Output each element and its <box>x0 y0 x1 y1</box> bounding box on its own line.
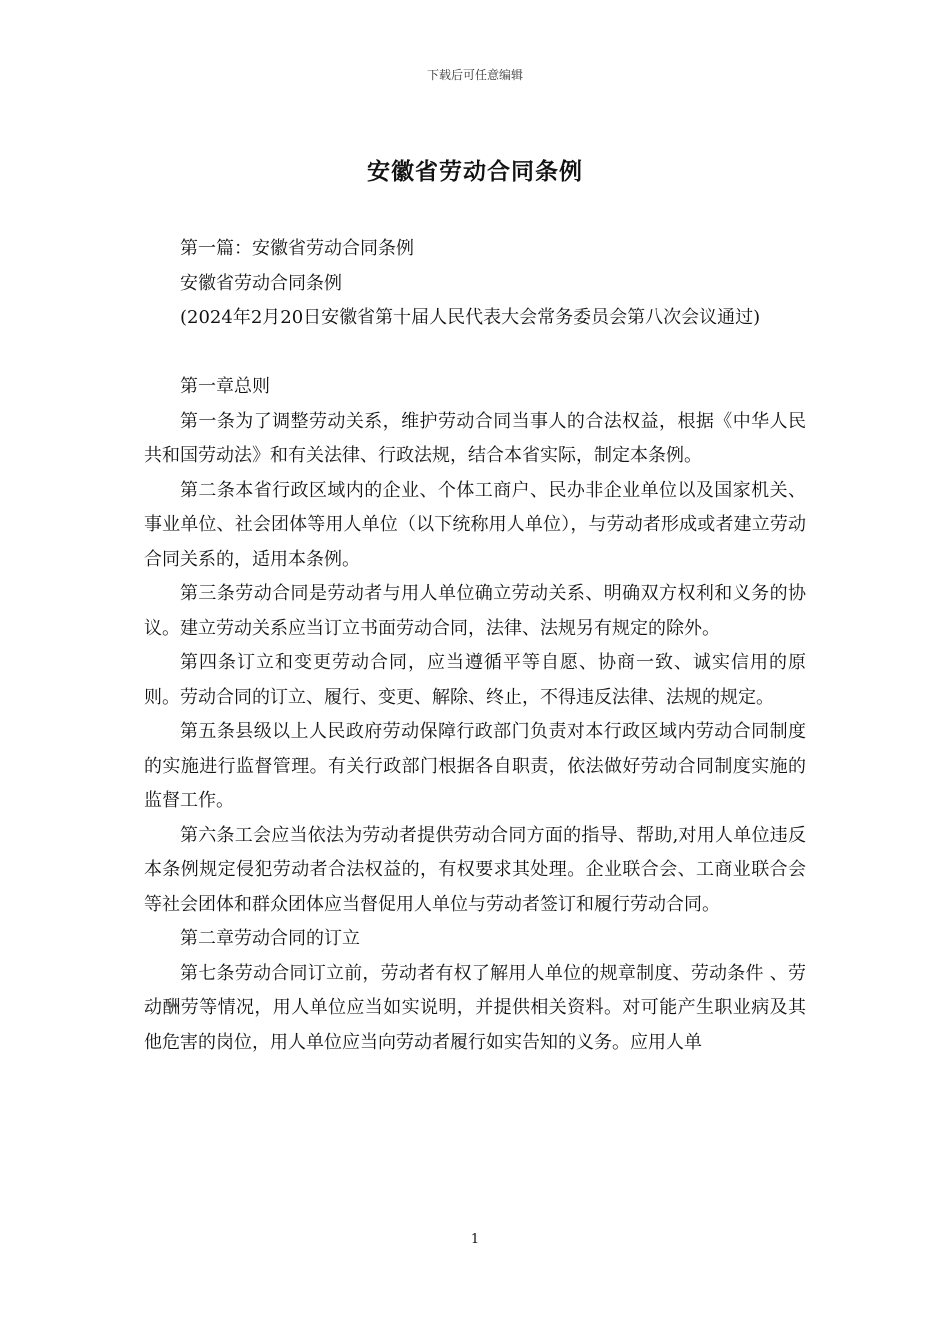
paragraph: 第六条工会应当依法为劳动者提供劳动合同方面的指导、帮助,对用人单位违反本条例规定侵犯劳动者合法权益的，有权要求其处理。企业联合会、工商业联合会等社会团体和群众团体应当督促用人单位与劳动者签订和履行劳动合同。 <box>144 824 806 915</box>
document-body <box>144 232 806 1060</box>
blank-line <box>144 336 806 371</box>
paragraph: (2024年2月20日安徽省第十届人民代表大会常务委员会第八次会议通过) <box>180 307 761 328</box>
document-title: 安徽省劳动合同条例 <box>367 158 583 185</box>
paragraph: 第一篇：安徽省劳动合同条例 <box>180 238 414 259</box>
chapter-heading: 第二章劳动合同的订立 <box>180 928 360 949</box>
paragraph: 安徽省劳动合同条例 <box>180 272 342 294</box>
header-note: 下载后可任意编辑 <box>426 68 523 82</box>
paragraph: 第五条县级以上人民政府劳动保障行政部门负责对本行政区域内劳动合同制度的实施进行监督管理。有关行政部门根据各自职责，依法做好劳动合同制度实施的监督工作。 <box>144 721 806 811</box>
paragraph: 第三条劳动合同是劳动者与用人单位确立劳动关系、明确双方权利和义务的协议。建立劳动关系应当订立书面劳动合同，法律、法规另有规定的除外。 <box>144 583 806 639</box>
chapter-heading: 第一章总则 <box>180 376 270 397</box>
paragraph: 第一条为了调整劳动关系，维护劳动合同当事人的合法权益，根据《中华人民共和国劳动法》和有关法律、行政法规，结合本省实际，制定本条例。 <box>144 410 806 466</box>
paragraph: 第七条劳动合同订立前，劳动者有权了解用人单位的规章制度、劳动条件 、劳动酬劳等情况，用人单位应当如实说明，并提供相关资料。对可能产生职业病及其他危害的岗位，用人单位应当向劳动者履行如实告知的义务。应用人单 <box>144 962 806 1053</box>
page-number: 1 <box>470 1232 480 1247</box>
paragraph: 第二条本省行政区域内的企业、个体工商户、民办非企业单位以及国家机关、事业单位、社会团体等用人单位（以下统称用人单位），与劳动者形成或者建立劳动合同关系的，适用本条例。 <box>144 479 806 570</box>
paragraph: 第四条订立和变更劳动合同，应当遵循平等自愿、协商一致、诚实信用的原则。劳动合同的订立、履行、变更、解除、终止，不得违反法律、法规的规定。 <box>144 652 806 708</box>
